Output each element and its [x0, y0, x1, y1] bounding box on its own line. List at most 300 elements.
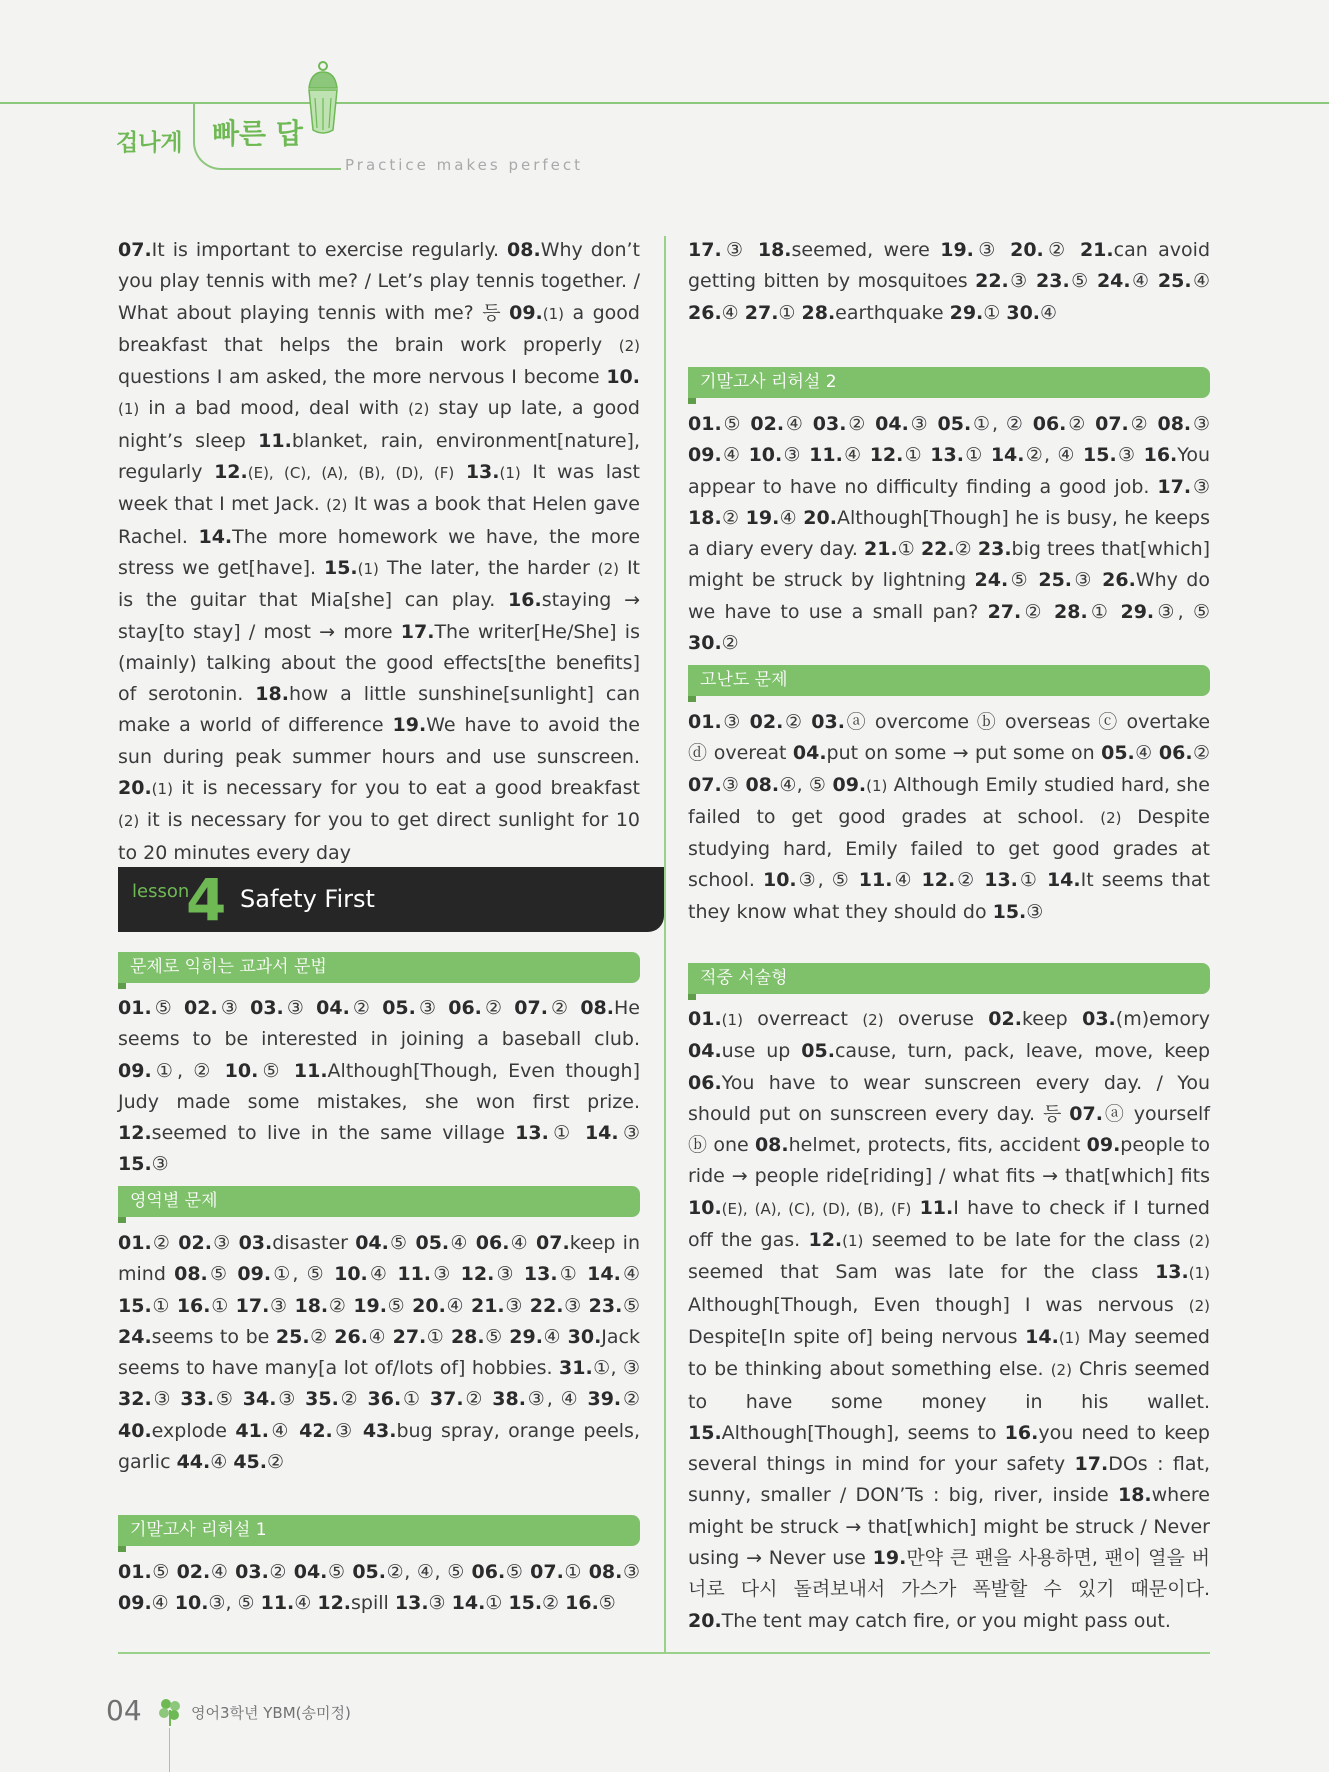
answer-text: ⑤	[505, 1561, 531, 1583]
question-number: 14.	[587, 1263, 621, 1286]
answer-text: ③, ⑤	[1154, 600, 1210, 623]
answer-text: ③	[908, 413, 938, 435]
answer-text: ③	[1191, 475, 1210, 498]
question-number: 15.	[323, 556, 358, 579]
answer-text: ③	[1072, 569, 1103, 592]
answer-text: (2)	[1050, 1361, 1072, 1380]
question-number: 10.	[334, 1263, 368, 1286]
answer-text: (2)	[326, 496, 348, 515]
question-number: 16.	[176, 1294, 211, 1317]
question-number: 25.	[1038, 569, 1073, 592]
answer-text: ②	[481, 997, 515, 1019]
answer-text: ④	[779, 506, 804, 529]
answer-text: ③	[1026, 900, 1044, 923]
answer-text: ③	[504, 1294, 530, 1317]
question-number: 07.	[530, 1561, 564, 1583]
question-number: 13.	[394, 1592, 429, 1615]
section-header-by-area: 영역별 문제	[118, 1186, 640, 1217]
answer-text: disaster	[272, 1232, 356, 1254]
question-number: 01.	[118, 1561, 152, 1583]
answer-text: ④	[721, 301, 745, 324]
answer-text: ⑤	[721, 413, 751, 435]
answer-text: ②	[328, 1294, 354, 1317]
answers-right-continued	[688, 235, 1210, 329]
section-header-final-rehearsal-1: 기말고사 리허설 1	[118, 1515, 640, 1546]
section-header-advanced: 고난도 문제	[688, 665, 1210, 696]
answer-text: ②, ④	[1024, 444, 1084, 467]
section-advanced-answers	[688, 707, 1210, 928]
question-number: 07.	[1095, 413, 1129, 435]
answer-text: ②	[349, 997, 383, 1019]
answer-text: ④	[151, 1592, 175, 1615]
answer-text: Although Emily studied hard, she failed to get good grades at school.	[688, 773, 1210, 828]
question-number: 21.	[1079, 239, 1114, 261]
question-number: 37.	[429, 1388, 464, 1411]
answer-text: ②	[721, 506, 746, 529]
answer-text: (E), (C), (A), (B), (D), (F)	[247, 464, 455, 483]
question-number: 11.	[809, 444, 843, 467]
header-left-label: 겁나게	[116, 130, 183, 156]
answer-text: ⑤	[151, 1561, 177, 1583]
answer-text: ①, ③	[592, 1357, 640, 1380]
question-number: 15.	[688, 1421, 722, 1444]
answer-text: The tent may catch fire, or you might pass out.	[721, 1609, 1171, 1632]
question-number: 10.	[748, 444, 783, 467]
question-number: 16.	[1143, 444, 1178, 467]
question-number: 05.	[415, 1232, 450, 1254]
question-number: 31.	[559, 1357, 593, 1380]
section-descriptive-answers	[688, 1004, 1210, 1637]
question-number: 38.	[492, 1388, 526, 1411]
question-number: 08.	[580, 997, 614, 1019]
question-number: 12.	[214, 461, 248, 484]
question-number: 22.	[975, 270, 1009, 293]
lesson-title: Safety First	[240, 885, 375, 913]
footer-stem	[169, 1728, 170, 1772]
answer-text: ②	[1066, 413, 1096, 435]
answer-text: earthquake	[835, 301, 950, 324]
answer-text: ④	[269, 1419, 300, 1442]
answer-text: It is the guitar that Mia[she] can play.	[118, 556, 640, 612]
answer-text: ⑤	[388, 1232, 416, 1254]
question-number: 09.	[1086, 1134, 1121, 1157]
answer-text: ⑤	[598, 1592, 616, 1615]
question-number: 11.	[397, 1263, 432, 1286]
question-number: 32.	[118, 1388, 152, 1411]
answer-text: ②	[954, 538, 978, 561]
question-number: 12.	[921, 869, 956, 892]
question-number: 35.	[305, 1388, 339, 1411]
answer-text: ④	[445, 1294, 471, 1317]
question-number: 26.	[688, 301, 722, 324]
answer-text: I have to check if I turned off the gas.	[688, 1196, 1210, 1252]
answer-text: ①	[557, 1263, 588, 1286]
answer-paragraph	[688, 707, 1210, 928]
answer-text: ③	[151, 1153, 169, 1176]
question-number: 02.	[749, 711, 784, 733]
question-number: 07.	[536, 1232, 570, 1254]
question-number: 15.	[508, 1592, 543, 1615]
answer-paragraph	[118, 993, 640, 1181]
answer-text: It is important to exercise regularly.	[151, 239, 508, 261]
section-final-rehearsal-1-answers	[118, 1557, 640, 1620]
answer-text: seemed to live in the same village	[151, 1122, 516, 1145]
question-number: 07.	[514, 997, 548, 1019]
question-number: 26.	[334, 1325, 368, 1348]
question-number: 08.	[588, 1561, 623, 1583]
section-final-rehearsal-2-answers	[688, 409, 1210, 659]
answer-text: ⑤	[327, 1561, 353, 1583]
question-number: 13.	[1155, 1261, 1189, 1284]
question-number: 30.	[688, 632, 722, 655]
answer-text: ①, ②	[151, 1059, 225, 1082]
question-number: 42.	[299, 1419, 333, 1442]
lesson-number: 4	[186, 866, 227, 934]
question-number: 06.	[1032, 413, 1067, 435]
question-number: 17.	[235, 1294, 270, 1317]
answer-text: it is necessary for you to eat a good breakfast	[172, 777, 640, 800]
answer-text: can avoid getting bitten by mosquitoes	[688, 239, 1211, 293]
answer-text: ⑤	[1069, 270, 1097, 293]
answer-text: ①	[983, 301, 1007, 324]
question-number: 16.	[508, 589, 542, 612]
answer-paragraph	[118, 1228, 640, 1478]
answer-text: bug spray, orange peels, garlic	[118, 1419, 640, 1474]
answer-text: ①	[151, 1294, 177, 1317]
question-number: 08.	[507, 239, 541, 261]
question-number: 22.	[920, 538, 955, 561]
question-number: 10.	[174, 1592, 209, 1615]
answer-text: ③	[431, 1263, 461, 1286]
answer-text: ④	[842, 444, 870, 467]
question-number: 02.	[176, 1561, 211, 1583]
answer-text: ③	[1116, 444, 1144, 467]
answer-text: seems to be	[151, 1325, 276, 1348]
question-number: 30.	[567, 1325, 602, 1348]
question-number: 07.	[688, 773, 722, 796]
answer-text: ③	[332, 1419, 363, 1442]
question-number: 01.	[688, 1008, 722, 1030]
answer-text: in a bad mood, deal with	[139, 397, 409, 420]
answer-text: ②	[955, 869, 985, 892]
header-title: 빠른 답	[212, 117, 303, 150]
question-number: 16.	[565, 1592, 599, 1615]
question-number: 17.	[1074, 1453, 1109, 1476]
question-number: 12.	[317, 1592, 352, 1615]
answer-text: cause, turn, pack, leave, move, keep	[834, 1040, 1211, 1063]
answer-text: ③, ⑤	[796, 869, 859, 892]
question-number: 06.	[475, 1232, 510, 1254]
answer-text: a good breakfast that helps the brain work properly	[118, 301, 640, 356]
answer-text: Although[Though, Even though] Judy made some mistakes, she won first prize.	[118, 1059, 641, 1113]
header-subtitle: Practice makes perfect	[345, 156, 584, 174]
answer-text: (2)	[1100, 808, 1122, 827]
answer-text: ③	[563, 1294, 589, 1317]
answer-text: ③	[721, 711, 750, 733]
question-number: 20.	[118, 777, 152, 800]
question-number: 14.	[990, 444, 1025, 467]
question-number: 14.	[1046, 869, 1081, 892]
answer-text: Although[Though], seems to	[721, 1421, 1005, 1444]
bottom-rule	[118, 1652, 1210, 1654]
question-number: 27.	[744, 301, 779, 324]
answer-text	[454, 461, 466, 483]
answer-text: Although[Though, Even though] I was nervous	[688, 1293, 1189, 1316]
answer-text: overuse	[883, 1008, 989, 1030]
answer-text: ③	[973, 239, 1011, 261]
answer-text: ⑤	[151, 997, 185, 1019]
answer-text: ①, ②	[971, 413, 1033, 435]
answer-text: (m)emory	[1115, 1008, 1210, 1030]
answer-text: ②	[542, 1592, 566, 1615]
question-number: 23.	[1036, 270, 1070, 293]
answer-paragraph	[688, 409, 1210, 659]
answer-text: ②	[547, 997, 581, 1019]
answer-text: ③	[721, 773, 746, 796]
question-number: 28.	[450, 1325, 485, 1348]
question-number: 29.	[509, 1325, 543, 1348]
question-number: 06.	[688, 1071, 722, 1094]
question-number: 20.	[1010, 239, 1044, 261]
answer-text: ①	[401, 1388, 430, 1411]
answer-text: ④	[367, 1263, 398, 1286]
question-number: 27.	[987, 600, 1022, 623]
answer-text: ③	[622, 1561, 641, 1583]
answer-text: ①, ⑤	[271, 1263, 335, 1286]
answer-text: The writer[He/She] is (mainly) talking about the good effects[the benefits] of serotonin.	[118, 620, 640, 706]
question-number: 25.	[1157, 270, 1192, 293]
answer-text: it is necessary for you to get direct sunlight for 10 to 20 minutes every day	[118, 809, 640, 864]
question-number: 17.	[1157, 475, 1192, 498]
answer-text: Despite studying hard, Emily failed to get good grades at school.	[688, 805, 1210, 892]
answer-text: use up	[721, 1040, 802, 1063]
question-number: 15.	[1083, 444, 1117, 467]
question-number: 20.	[688, 1609, 722, 1632]
question-number: 11.	[919, 1196, 954, 1219]
answer-text: ②	[783, 711, 812, 733]
question-number: 03.	[235, 1561, 269, 1583]
question-number: 04.	[316, 997, 350, 1019]
answer-text: It seems that they know what they should do	[688, 869, 1211, 923]
question-number: 08.	[754, 1134, 789, 1157]
answer-text: Although[Though] he is busy, he keeps a diary every day.	[688, 506, 1210, 561]
answer-text: ②	[721, 632, 739, 655]
answer-text: ④	[620, 1263, 641, 1286]
answer-text: (1)	[1058, 1328, 1081, 1347]
answer-text: ②	[1128, 413, 1158, 435]
answer-text: ①	[903, 444, 931, 467]
answer-text: (2)	[118, 812, 140, 831]
answer-text: ②	[621, 1388, 641, 1411]
question-number: 20.	[412, 1294, 446, 1317]
answer-text: ③	[217, 997, 251, 1019]
question-number: 05.	[801, 1040, 835, 1063]
answer-text: where might be struck → that[which] might be struck / Never using → Never use	[688, 1484, 1210, 1570]
answer-text: seemed, were	[791, 239, 941, 261]
question-number: 22.	[529, 1294, 564, 1317]
question-number: 04.	[792, 742, 827, 765]
question-number: 15.	[118, 1153, 152, 1176]
question-number: 24.	[1096, 270, 1131, 293]
answer-text: ④	[542, 1325, 568, 1348]
question-number: 29.	[949, 301, 984, 324]
answer-text: ①	[1017, 869, 1047, 892]
question-number: 33.	[180, 1388, 215, 1411]
answer-text: ⑤	[207, 1263, 238, 1286]
question-number: 18.	[255, 683, 289, 706]
answer-text: ③	[415, 997, 449, 1019]
answer-text: ①	[485, 1592, 509, 1615]
answer-text: ②	[151, 1232, 179, 1254]
question-number: 02.	[988, 1008, 1022, 1030]
question-number: 04.	[875, 413, 909, 435]
answer-text: (E), (A), (C), (D), (B), (F)	[721, 1199, 912, 1218]
question-number: 18.	[688, 506, 722, 529]
question-number: 01.	[688, 413, 722, 435]
answer-text: blanket, rain, environment[nature], regularly	[118, 429, 640, 484]
question-number: 13.	[465, 461, 500, 484]
answer-text: ⑤	[258, 1059, 294, 1082]
answer-text: ③	[211, 1232, 239, 1254]
answer-text: ③	[276, 1388, 306, 1411]
question-number: 05.	[1101, 742, 1135, 765]
question-number: 23.	[977, 538, 1012, 561]
answer-text: put on some → put some on	[826, 742, 1102, 765]
section-header-grammar: 문제로 익히는 교과서 문법	[118, 952, 640, 983]
answer-text: You appear to have no difficulty finding a good job.	[688, 444, 1211, 498]
answer-text: Why do we have to use a small pan?	[688, 569, 1210, 623]
question-number: 07.	[1069, 1102, 1103, 1125]
answer-text: ③	[428, 1592, 452, 1615]
question-number: 21.	[864, 538, 898, 561]
answer-text: ②	[846, 413, 876, 435]
answer-text: ⑤	[386, 1294, 413, 1317]
cupcake-icon	[303, 58, 343, 138]
answer-text: ⑤	[1008, 569, 1039, 592]
answer-text: ②	[338, 1388, 368, 1411]
question-number: 17.	[400, 620, 435, 643]
answer-text: staying → stay[to stay] / most → more	[118, 589, 641, 643]
question-number: 09.	[237, 1263, 272, 1286]
question-number: 36.	[367, 1388, 402, 1411]
answer-text: ③	[618, 1122, 641, 1145]
answer-text: (1)	[357, 559, 379, 578]
answer-text: (1)	[151, 780, 173, 799]
question-number: 09.	[688, 444, 722, 467]
question-number: 06.	[448, 997, 482, 1019]
answer-text: He seems to be interested in joining a baseball club.	[118, 997, 640, 1051]
question-number: 27.	[392, 1325, 427, 1348]
answer-text: ⓐ overcome ⓑ overseas ⓒ overtake ⓓ overeat	[688, 711, 1211, 765]
question-number: 01.	[118, 997, 152, 1019]
question-number: 13.	[515, 1122, 549, 1145]
answer-text: We have to avoid the sun during peak summer hours and use sunscreen.	[118, 714, 640, 768]
question-number: 43.	[362, 1419, 397, 1442]
question-number: 20.	[803, 506, 837, 529]
answer-text: ③	[494, 1263, 524, 1286]
answer-text: ①	[1087, 600, 1121, 623]
question-number: 08.	[1157, 413, 1192, 435]
answer-text: Despite[In spite of] being nervous	[688, 1325, 1026, 1348]
question-number: 26.	[1102, 569, 1136, 592]
answer-text: ①	[778, 301, 802, 324]
answer-text: ③	[782, 444, 810, 467]
question-number: 18.	[1117, 1484, 1152, 1507]
answer-text: (1)	[499, 464, 521, 483]
section-header-descriptive: 적중 서술형	[688, 963, 1210, 994]
answer-text: (1)	[1188, 1264, 1210, 1283]
question-number: 06.	[1158, 742, 1193, 765]
answer-text: you need to keep several things in mind for your safety	[688, 1421, 1210, 1476]
question-number: 11.	[293, 1059, 328, 1082]
answer-paragraph	[688, 235, 1210, 329]
question-number: 03.	[250, 997, 284, 1019]
leaf-icon	[156, 1696, 184, 1726]
question-number: 15.	[992, 900, 1027, 923]
answer-text: helmet, protects, fits, accident	[788, 1134, 1087, 1157]
answer-text: It was last week that I met Jack.	[118, 461, 640, 516]
question-number: 19.	[872, 1547, 907, 1570]
question-number: 13.	[523, 1263, 558, 1286]
answer-text: It was a book that Helen gave Rachel.	[118, 493, 640, 548]
answer-text: (2)	[597, 559, 619, 578]
question-number: 15.	[118, 1294, 152, 1317]
question-number: 13.	[984, 869, 1018, 892]
answer-text: (1)	[721, 1011, 743, 1029]
answer-text: DOs : flat, sunny, smaller / DON’Ts : big, river, inside	[688, 1453, 1210, 1507]
answer-text: ③, ④	[525, 1388, 588, 1411]
question-number: 19.	[745, 506, 780, 529]
answer-text: ④	[1191, 270, 1210, 293]
question-number: 24.	[118, 1325, 152, 1348]
question-number: 04.	[355, 1232, 389, 1254]
answer-text: ②	[1021, 600, 1055, 623]
column-divider	[664, 236, 666, 1652]
question-number: 14.	[1025, 1325, 1059, 1348]
answer-text: ④	[784, 413, 813, 435]
answer-text: ④	[892, 869, 922, 892]
answer-text: ④	[210, 1451, 234, 1474]
answer-text: ③	[269, 1294, 295, 1317]
answer-text: ①	[963, 444, 991, 467]
question-number: 40.	[118, 1419, 152, 1442]
section-header-final-rehearsal-2: 기말고사 리허설 2	[688, 367, 1210, 398]
answer-text: stay up late, a good night’s sleep	[118, 397, 640, 452]
answer-text: ④	[1130, 270, 1158, 293]
answer-text: questions I am asked, the more nervous I become	[118, 366, 607, 389]
question-number: 45.	[233, 1451, 267, 1474]
question-number: 30.	[1006, 301, 1041, 324]
answer-text: seemed that Sam was late for the class	[688, 1261, 1156, 1284]
question-number: 19.	[940, 239, 974, 261]
question-number: 14.	[198, 525, 233, 548]
answer-text: how a little sunshine[sunlight] can make a world of difference	[118, 683, 640, 737]
question-number: 11.	[258, 429, 292, 452]
question-number: 18.	[294, 1294, 329, 1317]
answer-text: ②	[463, 1388, 493, 1411]
question-number: 17.	[688, 239, 722, 261]
question-number: 21.	[470, 1294, 505, 1317]
question-number: 28.	[1054, 600, 1088, 623]
answer-text: ①	[897, 538, 921, 561]
answer-text: ③	[151, 1388, 181, 1411]
answer-text: (2)	[1188, 1232, 1210, 1251]
question-number: 08.	[174, 1263, 208, 1286]
question-number: 12.	[869, 444, 904, 467]
answer-text: ⓐ yourself ⓑ one	[688, 1102, 1210, 1157]
question-number: 01.	[118, 1232, 152, 1254]
answer-text: (1)	[842, 1232, 864, 1251]
